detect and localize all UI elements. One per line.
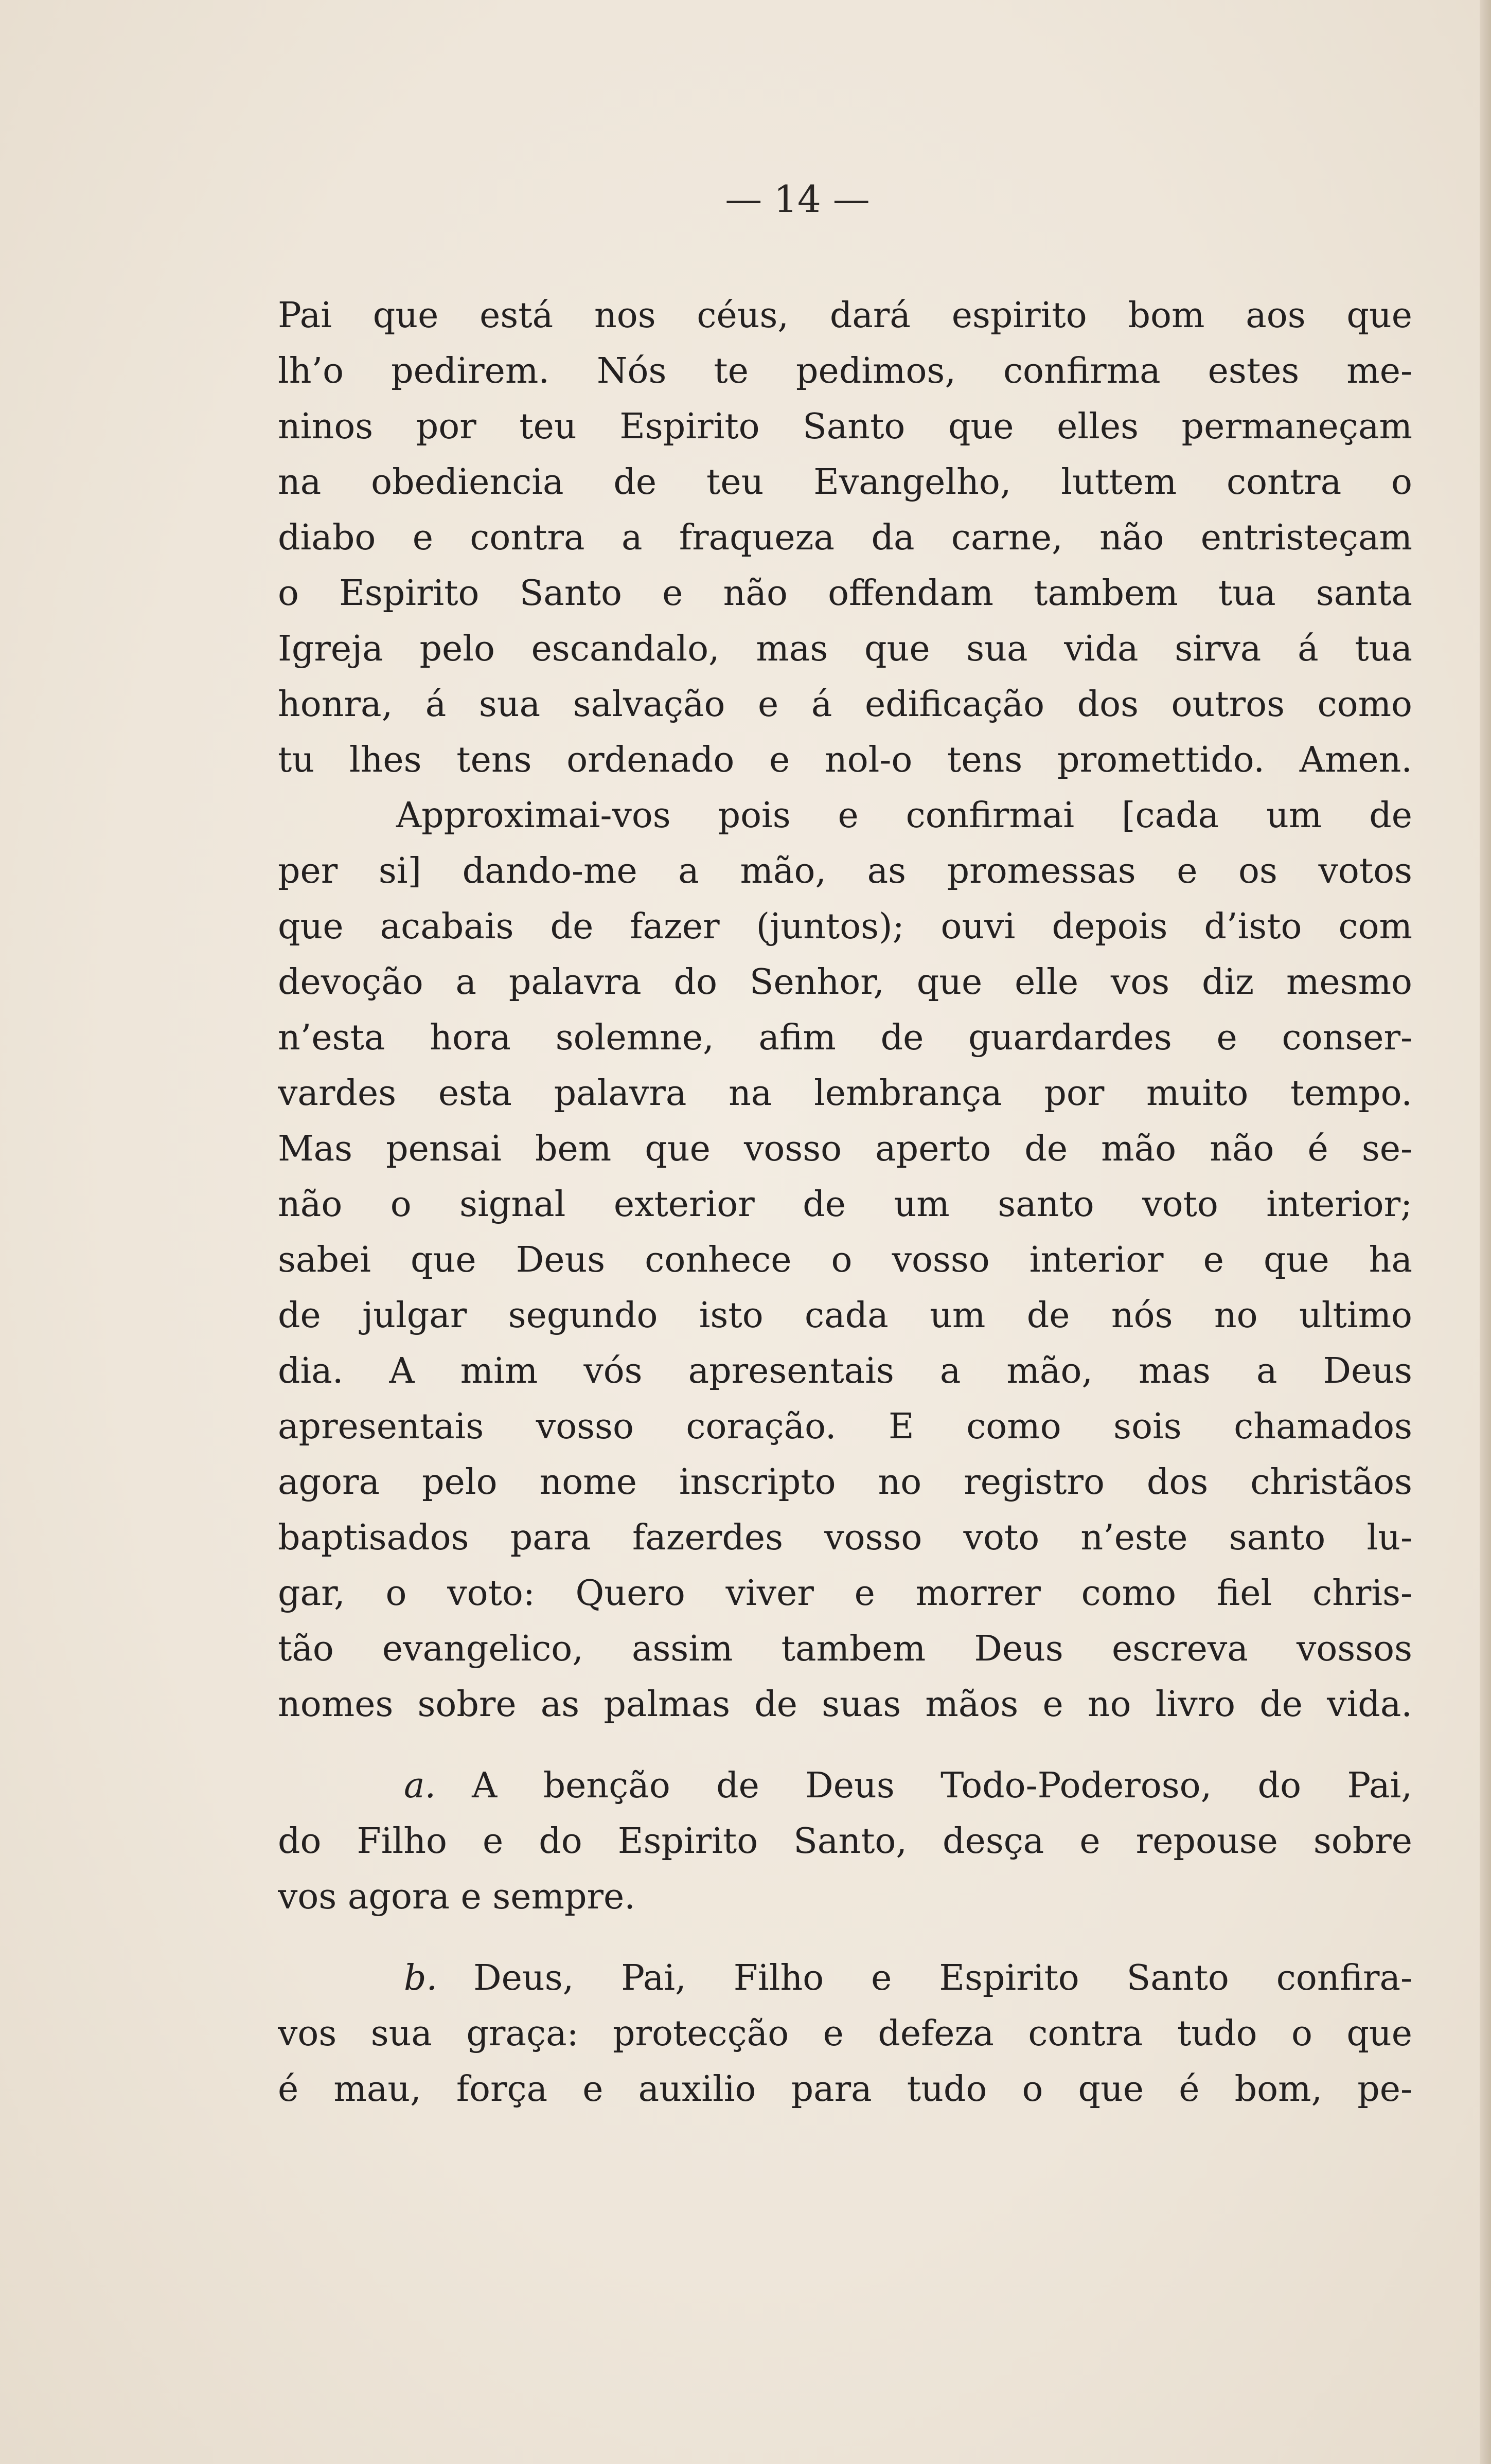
paragraph-gap — [278, 1925, 1412, 1951]
text-line: tão evangelico, assim tambem Deus escreva vossos — [278, 1629, 1412, 1669]
text-line: n’esta hora solemne, afim de guardardes e conser- — [278, 1017, 1412, 1058]
page-number: — 14 — — [725, 177, 870, 221]
item-text: A benção de Deus Todo-Poderoso, do Pai, — [472, 1765, 1412, 1806]
paragraph-exhortation — [278, 788, 1412, 1733]
text-line: sabei que Deus conhece o vosso interior e que ha — [278, 1240, 1412, 1280]
body-text — [278, 288, 1412, 2117]
text-line: Approximai-vos pois e confirmai [cada um de — [396, 795, 1412, 836]
text-line: Igreja pelo escandalo, mas que sua vida sirva á tua — [278, 629, 1412, 669]
item-label: a. — [404, 1765, 436, 1806]
text-line: o Espirito Santo e não offendam tambem tua santa — [278, 573, 1412, 614]
text-line: diabo e contra a fraqueza da carne, não entristeçam — [278, 517, 1412, 558]
text-line: gar, o voto: Quero viver e morrer como fiel chris- — [278, 1573, 1412, 1614]
text-line: do Filho e do Espirito Santo, desça e repouse sobre — [278, 1821, 1412, 1862]
page-edge-shadow — [1480, 0, 1491, 2464]
text-line: baptisados para fazerdes vosso voto n’este santo lu- — [278, 1517, 1412, 1558]
text-line: é mau, força e auxilio para tudo o que é bom, pe- — [278, 2069, 1412, 2110]
text-line: ninos por teu Espirito Santo que elles permaneçam — [278, 406, 1412, 447]
paragraph-prayer — [278, 288, 1412, 788]
item-label: b. — [404, 1958, 438, 1998]
text-line: agora pelo nome inscripto no registro dos christãos — [278, 1462, 1412, 1503]
text-line: Pai que está nos céus, dará espirito bom aos que — [278, 295, 1412, 336]
item-text: Deus, Pai, Filho e Espirito Santo confira- — [473, 1958, 1412, 1998]
text-line — [278, 1951, 1412, 2006]
text-line: honra, á sua salvação e á edificação dos outros como — [278, 684, 1412, 725]
paragraph-gap — [278, 1733, 1412, 1758]
text-line: per si] dando-me a mão, as promessas e os votos — [278, 851, 1412, 891]
text-line: nomes sobre as palmas de suas mãos e no livro de vida. — [278, 1684, 1412, 1725]
text-line: na obediencia de teu Evangelho, luttem contra o — [278, 462, 1412, 503]
blessing-item-a — [278, 1758, 1412, 1925]
text-line: não o signal exterior de um santo voto interior; — [278, 1184, 1412, 1225]
blessing-item-b — [278, 1951, 1412, 2117]
text-line: vos agora e sempre. — [278, 1877, 635, 1917]
text-line: de julgar segundo isto cada um de nós no ultimo — [278, 1295, 1412, 1336]
text-line — [278, 1758, 1412, 1814]
text-line: que acabais de fazer (juntos); ouvi depois d’isto com — [278, 906, 1412, 947]
text-line: lh’o pedirem. Nós te pedimos, confirma estes me- — [278, 351, 1412, 391]
text-line: apresentais vosso coração. E como sois chamados — [278, 1406, 1412, 1447]
text-line: vos sua graça: protecção e defeza contra tudo o que — [278, 2013, 1412, 2054]
text-line: tu lhes tens ordenado e nol-o tens promettido. Amen. — [278, 740, 1412, 780]
text-line: Mas pensai bem que vosso aperto de mão não é se- — [278, 1129, 1412, 1169]
text-line: dia. A mim vós apresentais a mão, mas a Deus — [278, 1351, 1412, 1391]
text-line: devoção a palavra do Senhor, que elle vos diz mesmo — [278, 962, 1412, 1003]
text-line: vardes esta palavra na lembrança por muito tempo. — [278, 1073, 1412, 1114]
